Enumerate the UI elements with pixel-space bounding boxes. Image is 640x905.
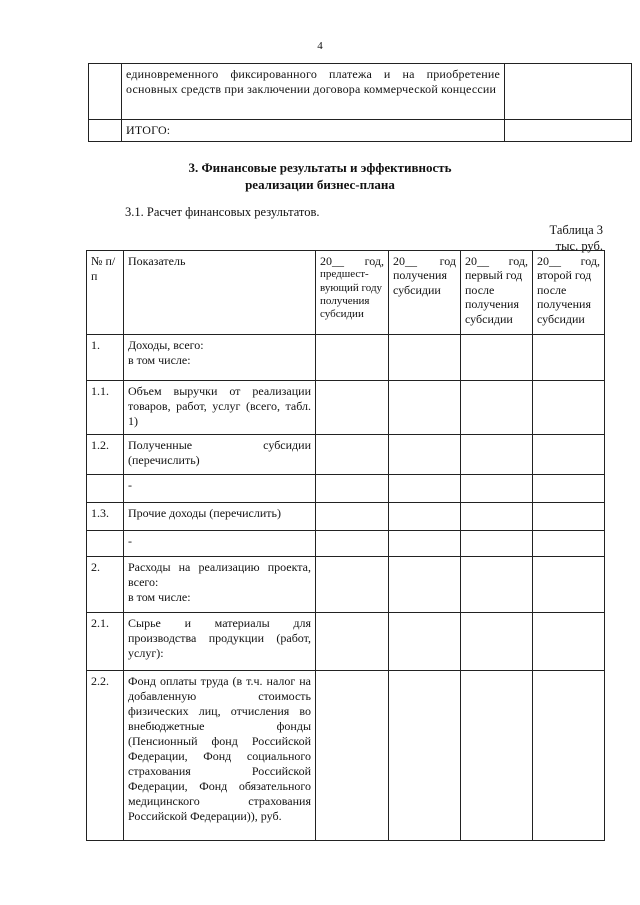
section-title-line-2: реализации бизнес-плана — [245, 176, 395, 192]
row-value-cell — [505, 64, 632, 120]
row-number-cell — [87, 475, 124, 503]
row-number-cell: 2.2. — [87, 671, 124, 841]
value-cell — [461, 475, 533, 503]
row-number-cell: 1. — [87, 335, 124, 381]
value-cell — [533, 671, 605, 841]
header-col-first-year — [461, 251, 533, 335]
table-row — [87, 531, 605, 557]
value-cell — [316, 381, 389, 435]
value-cell — [389, 435, 461, 475]
page-number: 4 — [317, 40, 323, 52]
value-cell — [533, 557, 605, 613]
header-num: № п/п — [87, 251, 124, 335]
section-heading — [0, 160, 640, 194]
value-cell — [389, 557, 461, 613]
value-cell — [389, 531, 461, 557]
table-row — [87, 335, 605, 381]
value-cell — [461, 435, 533, 475]
value-cell — [316, 503, 389, 531]
header-indicator: Показатель — [124, 251, 316, 335]
indicator-cell: Сырье и материалы для производства продукции (работ, услуг): — [124, 613, 316, 671]
table-row — [87, 557, 605, 613]
table-units: тыс. руб. — [555, 239, 603, 254]
table-label: Таблица 3 — [549, 223, 603, 237]
table-row — [87, 671, 605, 841]
year-blank: 20__ — [320, 254, 344, 268]
value-cell — [316, 613, 389, 671]
header-desc: первый год после получения субсидии — [465, 268, 523, 326]
indicator-cell: Фонд оплаты труда (в т.ч. налог на добавленную стоимость физических лиц, отчисления во внебюджетные фонды (Пенсионный фонд Российской Федерации, Фонд социального страхования Российской Федерации, Фонд обязательного медицинского страхования Российской Федерации)), руб. — [124, 671, 316, 841]
value-cell — [461, 381, 533, 435]
value-cell — [461, 335, 533, 381]
indicator-cell: - — [124, 475, 316, 503]
value-cell — [389, 503, 461, 531]
row-number-cell: 2.1. — [87, 613, 124, 671]
table-row — [87, 613, 605, 671]
header-desc: предшест-вующий году получения субсидии — [320, 268, 383, 320]
value-cell — [533, 381, 605, 435]
value-cell — [461, 613, 533, 671]
row-number-cell: 2. — [87, 557, 124, 613]
table-row — [87, 381, 605, 435]
table-row — [89, 120, 632, 142]
indicator-cell: Полученные субсидии (перечислить) — [124, 435, 316, 475]
year-blank: 20__ — [537, 254, 561, 268]
header-desc: второй год после получения субсидии — [537, 268, 592, 326]
value-cell — [316, 671, 389, 841]
year-word: год, — [508, 254, 528, 268]
header-desc: получения субсидии — [393, 268, 447, 297]
value-cell — [316, 335, 389, 381]
value-cell — [389, 381, 461, 435]
header-row — [87, 251, 605, 335]
table-row — [87, 503, 605, 531]
header-col-prev-year — [316, 251, 389, 335]
indicator-cell: Расходы на реализацию проекта, всего: в том числе: — [124, 557, 316, 613]
top-table — [88, 63, 632, 142]
value-cell — [533, 613, 605, 671]
year-blank: 20__ — [393, 254, 417, 268]
value-cell — [533, 435, 605, 475]
value-cell — [533, 475, 605, 503]
row-number-cell: 1.3. — [87, 503, 124, 531]
indicator-cell: - — [124, 531, 316, 557]
value-cell — [461, 531, 533, 557]
value-cell — [461, 503, 533, 531]
header-col-subsidy-year — [389, 251, 461, 335]
subsection-title: 3.1. Расчет финансовых результатов. — [125, 205, 320, 219]
table-row — [87, 435, 605, 475]
indicator-cell: Прочие доходы (перечислить) — [124, 503, 316, 531]
value-cell — [316, 557, 389, 613]
indicator-cell: Объем выручки от реализации товаров, работ, услуг (всего, табл. 1) — [124, 381, 316, 435]
value-cell — [389, 613, 461, 671]
financial-results-table — [86, 250, 605, 841]
row-text-cell: единовременного фиксированного платежа и на приобретение основных средств при заключении договора коммерческой концессии — [122, 64, 505, 120]
table-row — [89, 64, 632, 120]
table-row — [87, 475, 605, 503]
value-cell — [389, 475, 461, 503]
value-cell — [389, 671, 461, 841]
row-number-cell: 1.1. — [87, 381, 124, 435]
value-cell — [389, 335, 461, 381]
row-number-cell — [89, 64, 122, 120]
row-value-cell — [505, 120, 632, 142]
value-cell — [533, 531, 605, 557]
value-cell — [533, 335, 605, 381]
row-number-cell: 1.2. — [87, 435, 124, 475]
value-cell — [316, 475, 389, 503]
value-cell — [461, 671, 533, 841]
total-label-cell: ИТОГО: — [122, 120, 505, 142]
year-word: год, — [364, 254, 384, 268]
header-col-second-year — [533, 251, 605, 335]
year-blank: 20__ — [465, 254, 489, 268]
value-cell — [461, 557, 533, 613]
value-cell — [533, 503, 605, 531]
indicator-cell: Доходы, всего: в том числе: — [124, 335, 316, 381]
row-number-cell — [87, 531, 124, 557]
row-number-cell — [89, 120, 122, 142]
year-word: год, — [580, 254, 600, 268]
value-cell — [316, 531, 389, 557]
section-title-line-1: 3. Финансовые результаты и эффективность — [188, 160, 452, 175]
year-word: год — [439, 254, 456, 268]
value-cell — [316, 435, 389, 475]
